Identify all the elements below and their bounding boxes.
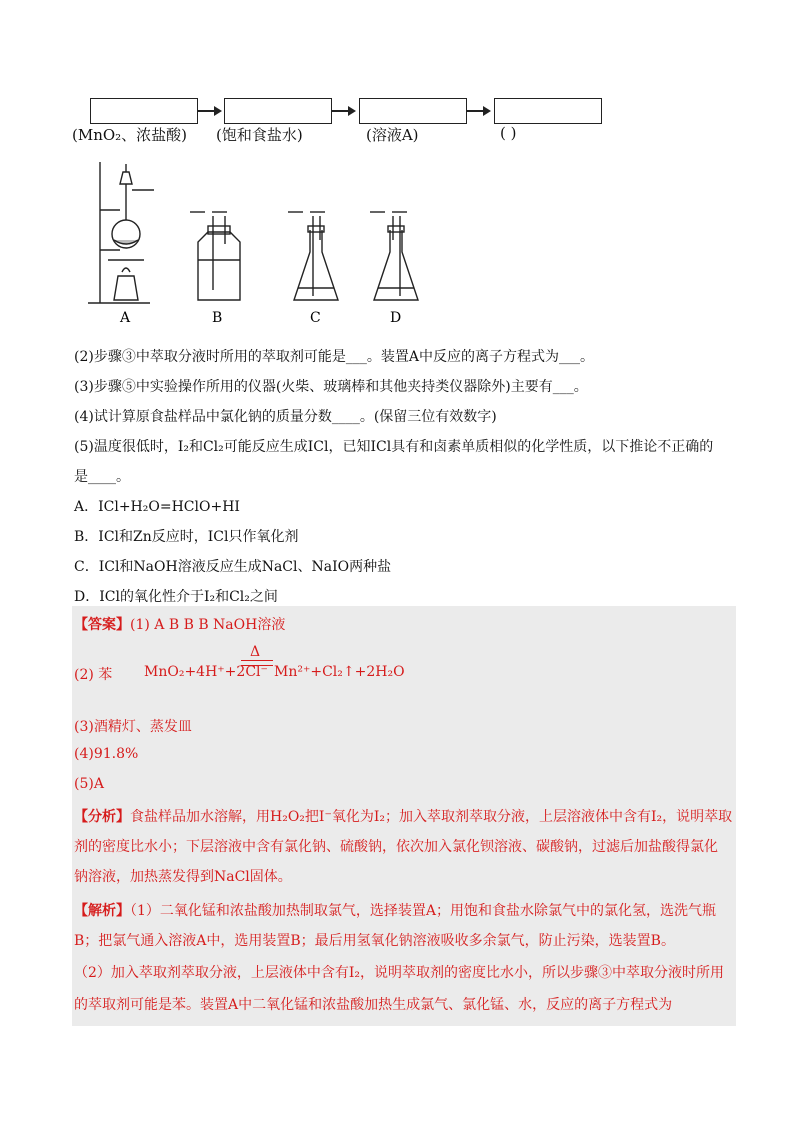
question-4: (4)试计算原食盐样品中氯化钠的质量分数____。(保留三位有效数字) — [74, 409, 497, 425]
option-b: B．ICl和Zn反应时，ICl只作氧化剂 — [74, 529, 299, 545]
flow-label-2: (饱和食盐水) — [216, 126, 303, 144]
flow-diagram — [0, 0, 800, 160]
flow-label-1: (MnO₂、浓盐酸) — [72, 126, 188, 144]
apparatus-a — [88, 162, 154, 303]
question-2: (2)步骤③中萃取分液时所用的萃取剂可能是___。装置A中反应的离子方程式为___。 — [74, 349, 594, 365]
flow-box-3 — [359, 98, 467, 124]
analysis-text-1: 食盐样品加水溶解，用H₂O₂把I⁻氧化为I₂；加入萃取剂萃取分液，上层溶液体中含有I₂，说明萃取 — [130, 809, 733, 825]
flow-arrow-1 — [198, 110, 220, 112]
apparatus-label-a: A — [120, 310, 131, 326]
answer-3: (3)酒精灯、蒸发皿 — [74, 719, 192, 735]
analysis-tag: 【分析】 — [74, 809, 130, 825]
analysis-line-2: 剂的密度比水小；下层溶液中含有氯化钠、硫酸钠，依次加入氯化钡溶液、碳酸钠，过滤后加盐酸得氯化 — [74, 839, 718, 855]
flow-arrow-2 — [332, 110, 354, 112]
explanation-tag: 【解析】 — [74, 903, 130, 919]
question-5-cont: 是____。 — [74, 469, 130, 485]
flow-box-4 — [494, 98, 602, 124]
option-c: C．ICl和NaOH溶液反应生成NaCl、NaIO两种盐 — [74, 559, 392, 575]
answer-line-2 — [74, 664, 112, 684]
option-d: D．ICl的氧化性介于I₂和Cl₂之间 — [74, 589, 278, 605]
explanation-text-1: （1）二氧化锰和浓盐酸加热制取氯气，选择装置A；用饱和食盐水除氯气中的氯化氢，选洗气瓶 — [130, 903, 717, 919]
answer-1: (1) A B B B NaOH溶液 — [130, 617, 286, 633]
apparatus-label-c: C — [310, 310, 321, 326]
explanation-line-2: B；把氯气通入溶液A中，选用装置B；最后用氢氧化钠溶液吸收多余氯气，防止污染，选装置B。 — [74, 933, 675, 949]
apparatus-label-b: B — [212, 310, 223, 326]
apparatus-diagram — [80, 160, 440, 330]
equation-right: Mn²⁺+Cl₂↑+2H₂O — [274, 664, 405, 680]
equation-left: MnO₂+4H⁺+2Cl⁻ — [144, 664, 268, 680]
option-a: A．ICl+H₂O=HClO+HI — [74, 499, 240, 515]
equation-equals — [241, 660, 273, 666]
apparatus-label-d: D — [390, 310, 402, 326]
apparatus-b — [190, 212, 240, 300]
question-3: (3)步骤⑤中实验操作所用的仪器(火柴、玻璃棒和其他夹持类仪器除外)主要有___。 — [74, 379, 588, 395]
explanation-line-3: （2）加入萃取剂萃取分液，上层液体中含有I₂，说明萃取剂的密度比水小，所以步骤③中萃取分液时所用 — [74, 965, 725, 981]
answer-5: (5)A — [74, 776, 104, 792]
explanation-line-4: 的萃取剂可能是苯。装置A中二氧化锰和浓盐酸加热生成氯气、氯化锰、水，反应的离子方程式为 — [74, 997, 673, 1013]
answer-tag: 【答案】 — [74, 617, 130, 633]
flow-label-4: ( ) — [500, 124, 517, 142]
answer-4: (4)91.8% — [74, 746, 139, 762]
flow-box-2 — [224, 98, 332, 124]
apparatus-c — [288, 212, 338, 300]
flow-box-1 — [90, 98, 198, 124]
analysis-line-1 — [74, 806, 732, 826]
answer-2-prefix: (2) 苯 — [74, 667, 113, 683]
question-5: (5)温度很低时，I₂和Cl₂可能反应生成ICl，已知ICl具有和卤素单质相似的化学性质，以下推论不正确的 — [74, 439, 714, 455]
explanation-line-1 — [74, 900, 716, 920]
answer-line-1 — [74, 614, 285, 634]
flow-label-3: (溶液A) — [366, 126, 419, 144]
apparatus-d — [370, 212, 418, 300]
analysis-line-3: 钠溶液，加热蒸发得到NaCl固体。 — [74, 869, 292, 885]
flow-arrow-3 — [467, 110, 489, 112]
equation-delta: Δ — [250, 644, 261, 660]
